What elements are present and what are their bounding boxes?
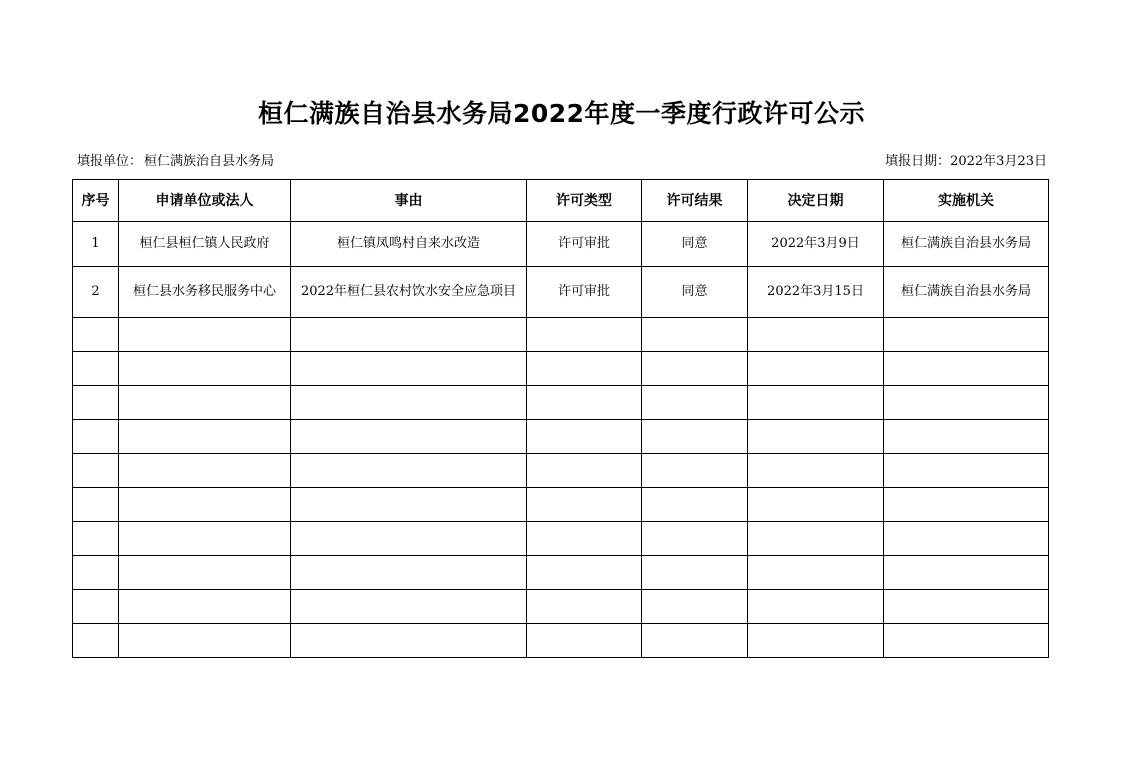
- empty-cell: [527, 590, 642, 624]
- empty-cell: [748, 420, 884, 454]
- empty-cell: [884, 556, 1049, 590]
- empty-cell: [291, 318, 527, 352]
- table-row: [73, 222, 1049, 267]
- cell-applicant: 桓仁县桓仁镇人民政府: [119, 222, 291, 267]
- empty-cell: [119, 454, 291, 488]
- empty-row: [73, 488, 1049, 522]
- reporting-unit: [77, 153, 274, 171]
- empty-cell: [527, 624, 642, 658]
- header-permit-result: 许可结果: [642, 180, 748, 222]
- empty-cell: [748, 624, 884, 658]
- empty-cell: [73, 624, 119, 658]
- empty-cell: [642, 318, 748, 352]
- empty-cell: [748, 318, 884, 352]
- empty-cell: [884, 590, 1049, 624]
- cell-reason: 2022年桓仁县农村饮水安全应急项目: [291, 267, 527, 318]
- cell-decision-date: 2022年3月9日: [748, 222, 884, 267]
- empty-cell: [642, 624, 748, 658]
- empty-cell: [291, 522, 527, 556]
- empty-row: [73, 522, 1049, 556]
- empty-cell: [527, 318, 642, 352]
- empty-row: [73, 624, 1049, 658]
- empty-cell: [884, 386, 1049, 420]
- empty-cell: [642, 556, 748, 590]
- empty-cell: [73, 318, 119, 352]
- empty-cell: [748, 454, 884, 488]
- empty-cell: [73, 420, 119, 454]
- cell-authority: 桓仁满族自治县水务局: [884, 222, 1049, 267]
- empty-cell: [527, 352, 642, 386]
- empty-cell: [884, 624, 1049, 658]
- empty-cell: [642, 590, 748, 624]
- empty-cell: [291, 488, 527, 522]
- header-applicant: 申请单位或法人: [119, 180, 291, 222]
- empty-row: [73, 590, 1049, 624]
- empty-cell: [527, 420, 642, 454]
- empty-cell: [884, 352, 1049, 386]
- empty-cell: [642, 420, 748, 454]
- empty-cell: [73, 454, 119, 488]
- empty-cell: [119, 420, 291, 454]
- empty-row: [73, 386, 1049, 420]
- cell-authority: 桓仁满族自治县水务局: [884, 267, 1049, 318]
- cell-permit-result: 同意: [642, 222, 748, 267]
- empty-cell: [748, 590, 884, 624]
- empty-cell: [73, 556, 119, 590]
- empty-cell: [748, 352, 884, 386]
- empty-cell: [527, 488, 642, 522]
- cell-applicant: 桓仁县水务移民服务中心: [119, 267, 291, 318]
- cell-reason: 桓仁镇凤鸣村自来水改造: [291, 222, 527, 267]
- empty-cell: [748, 488, 884, 522]
- reporting-date: 填报日期：2022年3月23日: [885, 154, 1047, 169]
- empty-cell: [748, 556, 884, 590]
- empty-cell: [291, 352, 527, 386]
- empty-row: [73, 454, 1049, 488]
- empty-cell: [884, 318, 1049, 352]
- empty-cell: [748, 386, 884, 420]
- header-authority: 实施机关: [884, 180, 1049, 222]
- empty-cell: [119, 590, 291, 624]
- reporting-unit-value: 桓仁满族治自县水务局: [144, 154, 275, 169]
- cell-permit-type: 许可审批: [527, 222, 642, 267]
- header-reason: 事由: [291, 180, 527, 222]
- empty-cell: [642, 386, 748, 420]
- header-row: [73, 180, 1049, 222]
- empty-cell: [73, 522, 119, 556]
- empty-cell: [73, 352, 119, 386]
- empty-cell: [527, 454, 642, 488]
- empty-cell: [291, 624, 527, 658]
- empty-cell: [291, 556, 527, 590]
- empty-cell: [119, 522, 291, 556]
- cell-permit-type: 许可审批: [527, 267, 642, 318]
- empty-cell: [119, 386, 291, 420]
- cell-index: 2: [73, 267, 119, 318]
- empty-row: [73, 318, 1049, 352]
- empty-cell: [291, 386, 527, 420]
- empty-cell: [642, 454, 748, 488]
- empty-cell: [291, 590, 527, 624]
- empty-cell: [73, 590, 119, 624]
- header-index: 序号: [73, 180, 119, 222]
- empty-cell: [119, 488, 291, 522]
- cell-decision-date: 2022年3月15日: [748, 267, 884, 318]
- table-row: [73, 267, 1049, 318]
- empty-cell: [527, 522, 642, 556]
- empty-row: [73, 556, 1049, 590]
- empty-cell: [291, 420, 527, 454]
- empty-cell: [119, 624, 291, 658]
- empty-cell: [642, 522, 748, 556]
- empty-cell: [748, 522, 884, 556]
- empty-cell: [884, 488, 1049, 522]
- empty-cell: [73, 386, 119, 420]
- empty-row: [73, 352, 1049, 386]
- empty-row: [73, 420, 1049, 454]
- reporting-unit-label: 填报单位：: [77, 154, 143, 169]
- empty-cell: [642, 488, 748, 522]
- empty-cell: [73, 488, 119, 522]
- empty-cell: [884, 522, 1049, 556]
- page-title: 桓仁满族自治县水务局2022年度一季度行政许可公示: [257, 99, 866, 128]
- permit-table: [72, 179, 1049, 658]
- cell-permit-result: 同意: [642, 267, 748, 318]
- empty-cell: [527, 386, 642, 420]
- cell-index: 1: [73, 222, 119, 267]
- empty-cell: [119, 318, 291, 352]
- empty-cell: [884, 454, 1049, 488]
- empty-cell: [119, 556, 291, 590]
- empty-cell: [884, 420, 1049, 454]
- empty-cell: [642, 352, 748, 386]
- empty-cell: [291, 454, 527, 488]
- header-permit-type: 许可类型: [527, 180, 642, 222]
- empty-cell: [527, 556, 642, 590]
- header-decision-date: 决定日期: [748, 180, 884, 222]
- empty-cell: [119, 352, 291, 386]
